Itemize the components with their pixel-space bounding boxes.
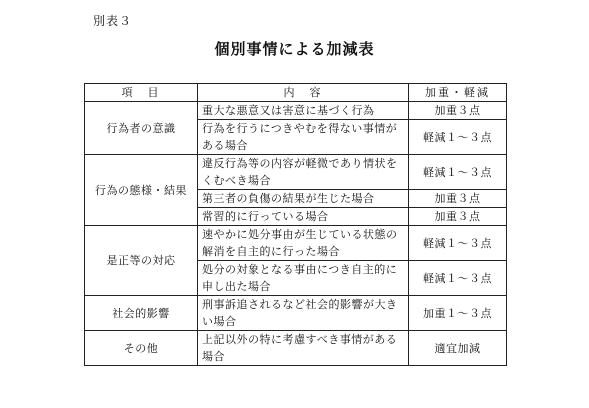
document-title: 個別事情による加減表	[214, 40, 375, 58]
description-cell: 重大な悪意又は害意に基づく行為	[198, 102, 409, 120]
adjustment-cell: 加重３点	[409, 190, 507, 208]
description-cell: 速やかに処分事由が生じている状態の解消を自主的に行った場合	[198, 226, 409, 261]
adjustment-cell: 適宜加減	[409, 331, 507, 366]
category-cell: その他	[85, 331, 198, 366]
category-cell: 行為者の意識	[85, 102, 198, 155]
appendix-label: 別表３	[93, 14, 133, 28]
category-cell: 是正等の対応	[85, 226, 198, 296]
description-cell: 違反行為等の内容が軽微であり情状をくむべき場合	[198, 155, 409, 190]
description-cell: 第三者の負傷の結果が生じた場合	[198, 190, 409, 208]
description-cell: 処分の対象となる事由につき自主的に申し出た場合	[198, 261, 409, 296]
description-cell: 行為を行うにつきやむを得ない事情がある場合	[198, 120, 409, 155]
adjustment-table	[84, 83, 507, 366]
table-row	[85, 331, 507, 366]
description-cell: 常習的に行っている場合	[198, 208, 409, 226]
table-row	[85, 102, 507, 120]
category-cell: 社会的影響	[85, 296, 198, 331]
table-row	[85, 296, 507, 331]
description-cell: 上記以外の特に考慮すべき事情がある場合	[198, 331, 409, 366]
table-header-row	[85, 84, 507, 102]
adjustment-cell: 加重１～３点	[409, 296, 507, 331]
adjustment-cell: 軽減１～３点	[409, 261, 507, 296]
table-row	[85, 155, 507, 190]
adjustment-cell: 軽減１～３点	[409, 120, 507, 155]
header-adjustment: 加重・軽減	[409, 84, 507, 102]
category-cell: 行為の態様・結果	[85, 155, 198, 226]
header-content: 内 容	[198, 84, 409, 102]
adjustment-cell: 軽減１～３点	[409, 155, 507, 190]
header-category: 項 目	[85, 84, 198, 102]
adjustment-cell: 軽減１～３点	[409, 226, 507, 261]
adjustment-cell: 加重３点	[409, 102, 507, 120]
description-cell: 刑事訴追されるなど社会的影響が大きい場合	[198, 296, 409, 331]
adjustment-cell: 加重３点	[409, 208, 507, 226]
table-row	[85, 226, 507, 261]
